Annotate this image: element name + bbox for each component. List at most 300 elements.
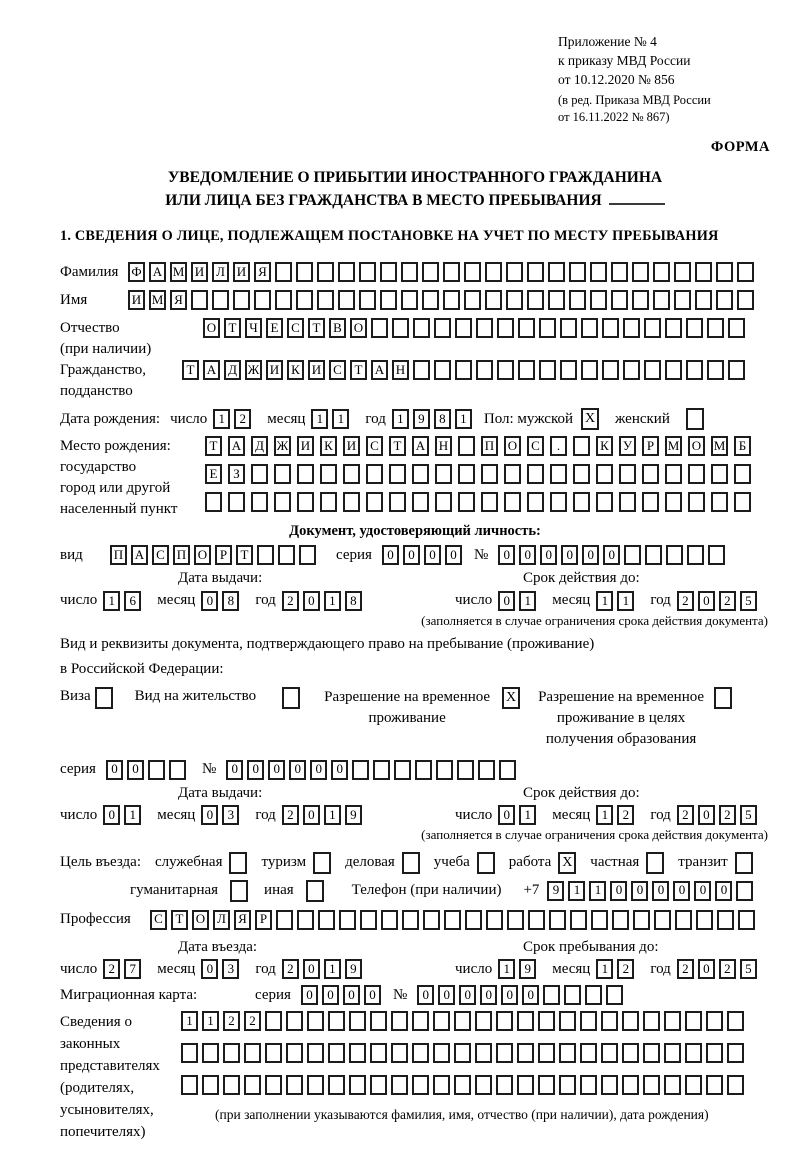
char-cell[interactable]: 3 <box>222 805 239 825</box>
char-cell[interactable] <box>296 290 313 310</box>
char-cell[interactable] <box>318 910 335 930</box>
char-cell[interactable] <box>643 1075 660 1095</box>
char-cell[interactable]: 0 <box>303 959 320 979</box>
char-cell[interactable]: 8 <box>345 591 362 611</box>
char-cell[interactable] <box>543 985 560 1005</box>
char-cell[interactable] <box>360 910 377 930</box>
char-cell[interactable] <box>601 1011 618 1031</box>
purpose-checkbox-gumanitarnaya[interactable] <box>230 880 248 902</box>
char-cell[interactable] <box>435 464 452 484</box>
char-cell[interactable]: 6 <box>124 591 141 611</box>
char-cell[interactable]: К <box>320 436 337 456</box>
char-cell[interactable] <box>504 464 521 484</box>
char-cell[interactable] <box>674 290 691 310</box>
char-cell[interactable] <box>475 1043 492 1063</box>
char-cell[interactable] <box>422 262 439 282</box>
char-cell[interactable] <box>475 1011 492 1031</box>
char-cell[interactable] <box>338 262 355 282</box>
char-cell[interactable]: Б <box>734 436 751 456</box>
char-cell[interactable]: Е <box>266 318 283 338</box>
char-cell[interactable]: 1 <box>202 1011 219 1031</box>
char-cell[interactable]: 0 <box>303 805 320 825</box>
purpose-checkbox-inaya[interactable] <box>306 880 324 902</box>
char-cell[interactable] <box>517 1043 534 1063</box>
char-cell[interactable]: 0 <box>459 985 476 1005</box>
char-cell[interactable] <box>169 760 186 780</box>
char-cell[interactable] <box>389 492 406 512</box>
char-cell[interactable] <box>590 262 607 282</box>
char-cell[interactable]: Я <box>234 910 251 930</box>
char-cell[interactable] <box>596 464 613 484</box>
char-cell[interactable] <box>265 1043 282 1063</box>
char-cell[interactable]: 0 <box>480 985 497 1005</box>
char-cell[interactable] <box>653 290 670 310</box>
char-cell[interactable]: 0 <box>364 985 381 1005</box>
char-cell[interactable] <box>366 464 383 484</box>
char-cell[interactable] <box>205 492 222 512</box>
char-cell[interactable] <box>296 262 313 282</box>
purpose-checkbox-rabota[interactable] <box>558 852 576 874</box>
char-cell[interactable]: 0 <box>519 545 536 565</box>
char-cell[interactable]: 1 <box>392 409 409 429</box>
char-cell[interactable] <box>391 1011 408 1031</box>
char-cell[interactable] <box>581 318 598 338</box>
char-cell[interactable]: 0 <box>631 881 648 901</box>
char-cell[interactable] <box>478 760 495 780</box>
char-cell[interactable]: В <box>329 318 346 338</box>
char-cell[interactable] <box>391 1043 408 1063</box>
char-cell[interactable] <box>580 1075 597 1095</box>
char-cell[interactable]: 2 <box>677 805 694 825</box>
char-cell[interactable]: 1 <box>617 591 634 611</box>
char-cell[interactable] <box>622 1011 639 1031</box>
char-cell[interactable] <box>274 492 291 512</box>
char-cell[interactable] <box>716 290 733 310</box>
char-cell[interactable]: 0 <box>522 985 539 1005</box>
char-cell[interactable] <box>653 262 670 282</box>
char-cell[interactable] <box>481 492 498 512</box>
char-cell[interactable]: 0 <box>445 545 462 565</box>
char-cell[interactable]: 8 <box>434 409 451 429</box>
char-cell[interactable] <box>573 436 590 456</box>
char-cell[interactable]: П <box>481 436 498 456</box>
char-cell[interactable]: И <box>191 262 208 282</box>
char-cell[interactable]: 2 <box>617 959 634 979</box>
char-cell[interactable]: О <box>192 910 209 930</box>
char-cell[interactable]: 0 <box>201 959 218 979</box>
char-cell[interactable] <box>464 290 481 310</box>
char-cell[interactable]: К <box>287 360 304 380</box>
char-cell[interactable] <box>497 360 514 380</box>
char-cell[interactable]: С <box>150 910 167 930</box>
sex-female-checkbox[interactable] <box>686 408 704 430</box>
char-cell[interactable]: 2 <box>677 959 694 979</box>
char-cell[interactable]: А <box>203 360 220 380</box>
char-cell[interactable]: 2 <box>223 1011 240 1031</box>
char-cell[interactable] <box>711 464 728 484</box>
char-cell[interactable]: 0 <box>438 985 455 1005</box>
char-cell[interactable]: 0 <box>698 591 715 611</box>
char-cell[interactable]: 9 <box>519 959 536 979</box>
char-cell[interactable]: 0 <box>498 591 515 611</box>
char-cell[interactable] <box>223 1043 240 1063</box>
char-cell[interactable] <box>711 492 728 512</box>
char-cell[interactable] <box>569 262 586 282</box>
char-cell[interactable] <box>338 290 355 310</box>
char-cell[interactable] <box>244 1043 261 1063</box>
char-cell[interactable]: 0 <box>331 760 348 780</box>
char-cell[interactable] <box>454 1043 471 1063</box>
char-cell[interactable]: Ж <box>274 436 291 456</box>
char-cell[interactable]: 0 <box>540 545 557 565</box>
char-cell[interactable] <box>371 318 388 338</box>
visa-checkbox[interactable] <box>95 687 113 709</box>
char-cell[interactable] <box>728 360 745 380</box>
sex-male-checkbox[interactable] <box>581 408 599 430</box>
char-cell[interactable] <box>632 290 649 310</box>
char-cell[interactable]: 0 <box>301 985 318 1005</box>
char-cell[interactable]: 2 <box>282 591 299 611</box>
char-cell[interactable] <box>560 360 577 380</box>
char-cell[interactable] <box>716 262 733 282</box>
char-cell[interactable] <box>518 318 535 338</box>
char-cell[interactable] <box>664 1011 681 1031</box>
char-cell[interactable] <box>717 910 734 930</box>
char-cell[interactable] <box>644 318 661 338</box>
char-cell[interactable]: Т <box>224 318 241 338</box>
char-cell[interactable] <box>560 318 577 338</box>
char-cell[interactable]: 1 <box>455 409 472 429</box>
char-cell[interactable]: 0 <box>561 545 578 565</box>
char-cell[interactable] <box>664 1075 681 1095</box>
char-cell[interactable]: З <box>228 464 245 484</box>
char-cell[interactable]: 0 <box>403 545 420 565</box>
char-cell[interactable]: 1 <box>124 805 141 825</box>
char-cell[interactable] <box>278 545 295 565</box>
char-cell[interactable]: 1 <box>324 591 341 611</box>
char-cell[interactable] <box>370 1075 387 1095</box>
char-cell[interactable] <box>707 360 724 380</box>
char-cell[interactable] <box>444 910 461 930</box>
char-cell[interactable] <box>433 1011 450 1031</box>
char-cell[interactable]: О <box>350 318 367 338</box>
char-cell[interactable] <box>517 1011 534 1031</box>
char-cell[interactable]: М <box>711 436 728 456</box>
char-cell[interactable] <box>619 464 636 484</box>
char-cell[interactable] <box>619 492 636 512</box>
char-cell[interactable] <box>202 1075 219 1095</box>
char-cell[interactable]: 0 <box>673 881 690 901</box>
char-cell[interactable] <box>359 290 376 310</box>
char-cell[interactable] <box>622 1043 639 1063</box>
char-cell[interactable]: И <box>128 290 145 310</box>
char-cell[interactable]: 0 <box>106 760 123 780</box>
char-cell[interactable]: 0 <box>310 760 327 780</box>
char-cell[interactable]: 2 <box>719 805 736 825</box>
char-cell[interactable] <box>664 1043 681 1063</box>
char-cell[interactable]: 0 <box>343 985 360 1005</box>
char-cell[interactable]: 0 <box>501 985 518 1005</box>
char-cell[interactable] <box>485 262 502 282</box>
char-cell[interactable]: 1 <box>498 959 515 979</box>
char-cell[interactable] <box>380 290 397 310</box>
char-cell[interactable] <box>601 1075 618 1095</box>
char-cell[interactable]: Я <box>170 290 187 310</box>
char-cell[interactable]: 0 <box>603 545 620 565</box>
char-cell[interactable] <box>455 318 472 338</box>
char-cell[interactable]: И <box>343 436 360 456</box>
char-cell[interactable] <box>622 1075 639 1095</box>
char-cell[interactable] <box>433 1043 450 1063</box>
char-cell[interactable]: М <box>170 262 187 282</box>
char-cell[interactable]: 0 <box>382 545 399 565</box>
char-cell[interactable] <box>381 910 398 930</box>
char-cell[interactable] <box>434 318 451 338</box>
char-cell[interactable] <box>688 464 705 484</box>
char-cell[interactable]: 0 <box>268 760 285 780</box>
char-cell[interactable] <box>706 1011 723 1031</box>
char-cell[interactable] <box>644 360 661 380</box>
char-cell[interactable] <box>497 318 514 338</box>
char-cell[interactable] <box>275 290 292 310</box>
char-cell[interactable]: П <box>173 545 190 565</box>
char-cell[interactable]: М <box>149 290 166 310</box>
char-cell[interactable] <box>413 318 430 338</box>
char-cell[interactable] <box>685 1043 702 1063</box>
char-cell[interactable] <box>573 492 590 512</box>
char-cell[interactable] <box>734 492 751 512</box>
char-cell[interactable] <box>191 290 208 310</box>
char-cell[interactable]: 5 <box>740 805 757 825</box>
char-cell[interactable] <box>228 492 245 512</box>
char-cell[interactable] <box>632 262 649 282</box>
char-cell[interactable] <box>286 1075 303 1095</box>
char-cell[interactable] <box>675 910 692 930</box>
char-cell[interactable] <box>643 1011 660 1031</box>
char-cell[interactable] <box>504 492 521 512</box>
char-cell[interactable] <box>328 1043 345 1063</box>
char-cell[interactable]: 2 <box>677 591 694 611</box>
char-cell[interactable]: И <box>297 436 314 456</box>
char-cell[interactable] <box>527 464 544 484</box>
char-cell[interactable] <box>570 910 587 930</box>
char-cell[interactable] <box>212 290 229 310</box>
char-cell[interactable] <box>370 1011 387 1031</box>
char-cell[interactable]: 2 <box>282 805 299 825</box>
char-cell[interactable] <box>307 1043 324 1063</box>
char-cell[interactable]: 1 <box>213 409 230 429</box>
char-cell[interactable]: Т <box>350 360 367 380</box>
char-cell[interactable]: 0 <box>498 545 515 565</box>
char-cell[interactable]: К <box>596 436 613 456</box>
char-cell[interactable] <box>727 1043 744 1063</box>
char-cell[interactable]: 1 <box>311 409 328 429</box>
char-cell[interactable]: 2 <box>617 805 634 825</box>
char-cell[interactable]: 0 <box>322 985 339 1005</box>
char-cell[interactable] <box>307 1011 324 1031</box>
char-cell[interactable] <box>549 910 566 930</box>
char-cell[interactable] <box>251 492 268 512</box>
char-cell[interactable] <box>585 985 602 1005</box>
char-cell[interactable] <box>539 360 556 380</box>
char-cell[interactable] <box>349 1011 366 1031</box>
char-cell[interactable] <box>643 1043 660 1063</box>
char-cell[interactable]: 0 <box>226 760 243 780</box>
char-cell[interactable] <box>401 290 418 310</box>
char-cell[interactable] <box>706 1075 723 1095</box>
char-cell[interactable] <box>394 760 411 780</box>
char-cell[interactable] <box>265 1075 282 1095</box>
char-cell[interactable] <box>611 290 628 310</box>
temp-permit-checkbox[interactable] <box>502 687 520 709</box>
char-cell[interactable]: 1 <box>596 591 613 611</box>
char-cell[interactable]: 0 <box>424 545 441 565</box>
char-cell[interactable] <box>476 318 493 338</box>
char-cell[interactable] <box>320 492 337 512</box>
char-cell[interactable]: И <box>233 262 250 282</box>
char-cell[interactable] <box>458 464 475 484</box>
char-cell[interactable]: Т <box>236 545 253 565</box>
char-cell[interactable] <box>412 1011 429 1031</box>
char-cell[interactable] <box>686 318 703 338</box>
char-cell[interactable] <box>276 910 293 930</box>
char-cell[interactable] <box>202 1043 219 1063</box>
char-cell[interactable] <box>402 910 419 930</box>
char-cell[interactable]: И <box>308 360 325 380</box>
char-cell[interactable] <box>737 290 754 310</box>
char-cell[interactable] <box>695 262 712 282</box>
char-cell[interactable] <box>695 290 712 310</box>
char-cell[interactable] <box>559 1011 576 1031</box>
char-cell[interactable]: Ж <box>245 360 262 380</box>
char-cell[interactable] <box>233 290 250 310</box>
char-cell[interactable]: 1 <box>332 409 349 429</box>
char-cell[interactable] <box>436 760 453 780</box>
char-cell[interactable] <box>642 492 659 512</box>
char-cell[interactable] <box>275 262 292 282</box>
char-cell[interactable]: 9 <box>345 805 362 825</box>
char-cell[interactable] <box>181 1075 198 1095</box>
char-cell[interactable] <box>412 1043 429 1063</box>
char-cell[interactable]: Д <box>224 360 241 380</box>
char-cell[interactable]: Л <box>213 910 230 930</box>
char-cell[interactable] <box>517 1075 534 1095</box>
char-cell[interactable] <box>458 436 475 456</box>
char-cell[interactable] <box>317 290 334 310</box>
char-cell[interactable] <box>623 318 640 338</box>
char-cell[interactable] <box>559 1043 576 1063</box>
purpose-checkbox-chastnaya[interactable] <box>646 852 664 874</box>
char-cell[interactable]: 9 <box>345 959 362 979</box>
char-cell[interactable]: 0 <box>201 591 218 611</box>
char-cell[interactable] <box>633 910 650 930</box>
char-cell[interactable] <box>527 492 544 512</box>
char-cell[interactable] <box>389 464 406 484</box>
char-cell[interactable]: 1 <box>181 1011 198 1031</box>
char-cell[interactable] <box>307 1075 324 1095</box>
char-cell[interactable]: Д <box>251 436 268 456</box>
char-cell[interactable] <box>148 760 165 780</box>
char-cell[interactable]: 2 <box>103 959 120 979</box>
char-cell[interactable]: 1 <box>589 881 606 901</box>
char-cell[interactable]: 0 <box>498 805 515 825</box>
char-cell[interactable] <box>727 1011 744 1031</box>
char-cell[interactable] <box>611 262 628 282</box>
char-cell[interactable] <box>696 910 713 930</box>
char-cell[interactable] <box>624 545 641 565</box>
char-cell[interactable]: И <box>266 360 283 380</box>
char-cell[interactable] <box>645 545 662 565</box>
char-cell[interactable] <box>601 1043 618 1063</box>
char-cell[interactable] <box>602 318 619 338</box>
char-cell[interactable]: Е <box>205 464 222 484</box>
char-cell[interactable] <box>596 492 613 512</box>
char-cell[interactable]: Т <box>182 360 199 380</box>
char-cell[interactable] <box>548 290 565 310</box>
char-cell[interactable] <box>251 464 268 484</box>
char-cell[interactable]: 0 <box>715 881 732 901</box>
char-cell[interactable]: Р <box>215 545 232 565</box>
char-cell[interactable] <box>734 464 751 484</box>
char-cell[interactable] <box>443 290 460 310</box>
char-cell[interactable] <box>496 1011 513 1031</box>
char-cell[interactable]: 1 <box>324 805 341 825</box>
char-cell[interactable]: О <box>203 318 220 338</box>
char-cell[interactable] <box>602 360 619 380</box>
char-cell[interactable]: 0 <box>289 760 306 780</box>
char-cell[interactable] <box>455 360 472 380</box>
char-cell[interactable] <box>435 492 452 512</box>
char-cell[interactable]: 7 <box>124 959 141 979</box>
char-cell[interactable]: 0 <box>103 805 120 825</box>
char-cell[interactable] <box>412 464 429 484</box>
char-cell[interactable]: 1 <box>596 959 613 979</box>
char-cell[interactable]: 0 <box>582 545 599 565</box>
char-cell[interactable] <box>343 492 360 512</box>
char-cell[interactable]: 0 <box>127 760 144 780</box>
char-cell[interactable] <box>423 910 440 930</box>
char-cell[interactable]: А <box>412 436 429 456</box>
char-cell[interactable] <box>606 985 623 1005</box>
purpose-checkbox-delovaya[interactable] <box>402 852 420 874</box>
char-cell[interactable] <box>286 1011 303 1031</box>
char-cell[interactable] <box>685 1011 702 1031</box>
char-cell[interactable] <box>591 910 608 930</box>
char-cell[interactable] <box>496 1043 513 1063</box>
char-cell[interactable] <box>507 910 524 930</box>
char-cell[interactable]: 1 <box>519 805 536 825</box>
char-cell[interactable] <box>458 492 475 512</box>
char-cell[interactable]: 0 <box>417 985 434 1005</box>
char-cell[interactable] <box>412 492 429 512</box>
char-cell[interactable] <box>328 1075 345 1095</box>
char-cell[interactable] <box>297 464 314 484</box>
char-cell[interactable] <box>527 290 544 310</box>
char-cell[interactable]: 9 <box>547 881 564 901</box>
char-cell[interactable] <box>527 262 544 282</box>
char-cell[interactable]: 0 <box>698 805 715 825</box>
char-cell[interactable]: Я <box>254 262 271 282</box>
char-cell[interactable]: 0 <box>652 881 669 901</box>
char-cell[interactable]: Н <box>435 436 452 456</box>
char-cell[interactable] <box>496 1075 513 1095</box>
char-cell[interactable] <box>457 760 474 780</box>
char-cell[interactable] <box>223 1075 240 1095</box>
char-cell[interactable] <box>265 1011 282 1031</box>
char-cell[interactable] <box>538 1011 555 1031</box>
char-cell[interactable]: 1 <box>103 591 120 611</box>
char-cell[interactable]: С <box>527 436 544 456</box>
